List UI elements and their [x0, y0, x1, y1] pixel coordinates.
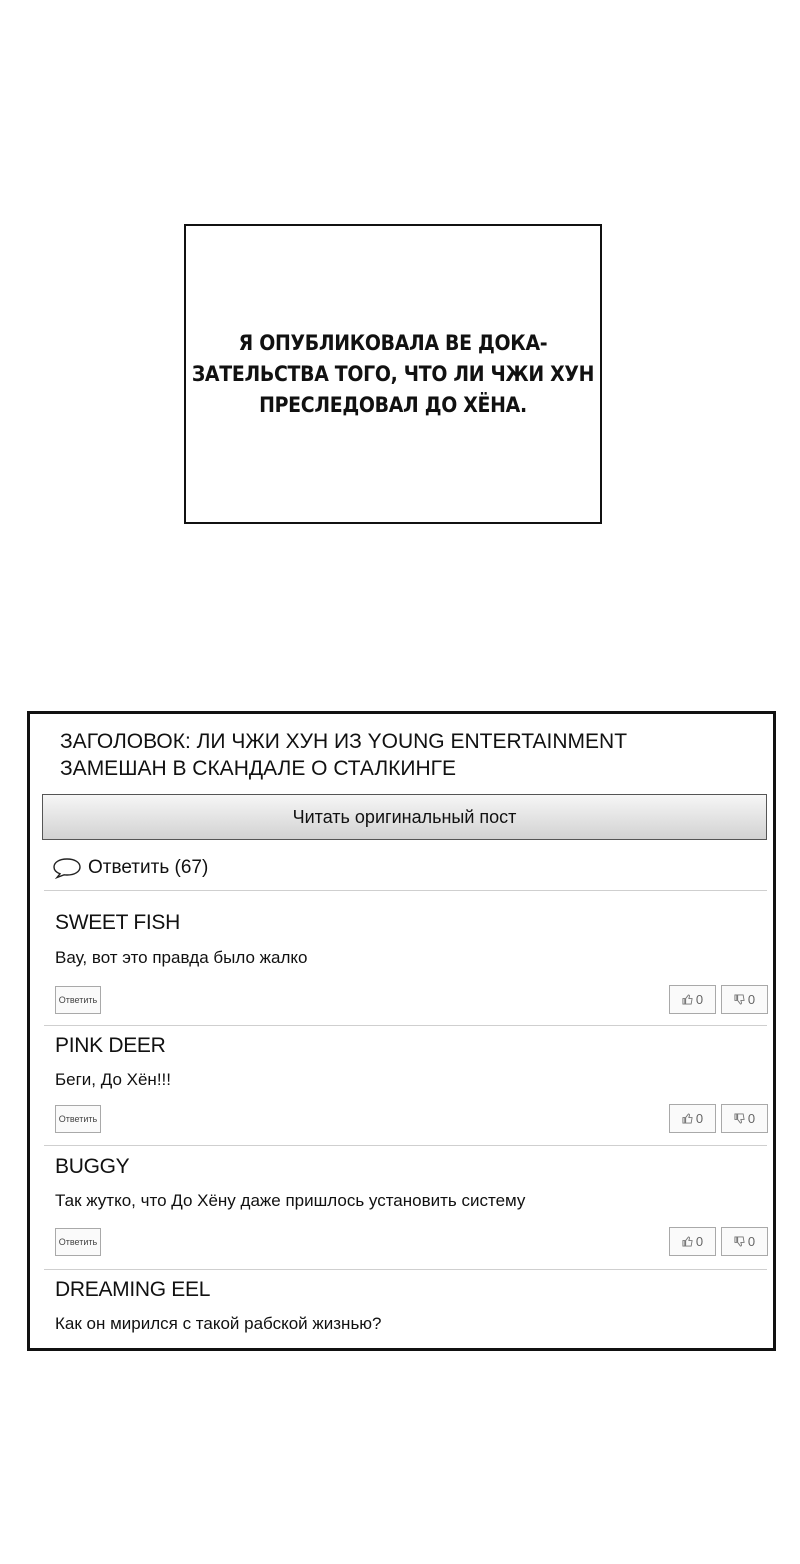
- comment-author: PINK DEER: [55, 1034, 166, 1057]
- like-count: 0: [695, 1111, 704, 1126]
- dislike-button[interactable]: [721, 1227, 768, 1256]
- comment-reply-button[interactable]: Ответить: [55, 986, 101, 1014]
- reply-count-link[interactable]: [52, 854, 208, 882]
- comment-author: BUGGY: [55, 1155, 130, 1178]
- headline-line: ЗАМЕШАН В СКАНДАЛЕ О СТАЛКИНГЕ: [60, 757, 457, 780]
- speech-bubble-icon: [52, 857, 82, 879]
- thumbs-down-icon: [734, 994, 745, 1005]
- dislike-count: 0: [747, 992, 756, 1007]
- dislike-count: 0: [747, 1234, 756, 1249]
- narration-box: [184, 224, 602, 524]
- like-button[interactable]: [669, 1104, 716, 1133]
- narration-text: [192, 328, 594, 421]
- thumbs-up-icon: [682, 994, 693, 1005]
- thumbs-up-icon: [682, 1236, 693, 1247]
- forum-post-panel: [27, 711, 776, 1351]
- post-headline: [60, 728, 740, 782]
- thumbs-down-icon: [734, 1236, 745, 1247]
- comment-author: SWEET FISH: [55, 911, 180, 934]
- thumbs-down-icon: [734, 1113, 745, 1124]
- comment-item: [44, 1026, 767, 1145]
- comment-item: [44, 1270, 767, 1348]
- comment-text: Вау, вот это правда было жалко: [55, 948, 308, 967]
- like-count: 0: [695, 992, 704, 1007]
- read-original-post-button[interactable]: Читать оригинальный пост: [42, 794, 767, 840]
- comment-reply-button[interactable]: Ответить: [55, 1228, 101, 1256]
- comment-text: Так жутко, что До Хёну даже пришлось установить систему: [55, 1191, 526, 1210]
- comment-text: Беги, До Хён!!!: [55, 1070, 171, 1089]
- dislike-button[interactable]: [721, 1104, 768, 1133]
- narration-line: Я ОПУБЛИКОВАЛА ВЕ ДОКА-: [238, 330, 548, 355]
- reply-count-label: Ответить (67): [88, 857, 209, 878]
- like-button[interactable]: [669, 985, 716, 1014]
- narration-line: ЗАТЕЛЬСТВА ТОГО, ЧТО ЛИ ЧЖИ ХУН: [191, 361, 595, 386]
- dislike-button[interactable]: [721, 985, 768, 1014]
- comment-text: Как он мирился с такой рабской жизнью?: [55, 1314, 382, 1333]
- comment-author: DREAMING EEL: [55, 1278, 211, 1301]
- dislike-count: 0: [747, 1111, 756, 1126]
- like-button[interactable]: [669, 1227, 716, 1256]
- headline-line: ЗАГОЛОВОК: ЛИ ЧЖИ ХУН ИЗ YOUNG ENTERTAINMENT: [60, 730, 628, 753]
- narration-line: ПРЕСЛЕДОВАЛ ДО ХЁНА.: [259, 392, 527, 417]
- like-count: 0: [695, 1234, 704, 1249]
- comment-reply-button[interactable]: Ответить: [55, 1105, 101, 1133]
- comment-item: [44, 1146, 767, 1269]
- thumbs-up-icon: [682, 1113, 693, 1124]
- comment-item: [44, 891, 767, 1025]
